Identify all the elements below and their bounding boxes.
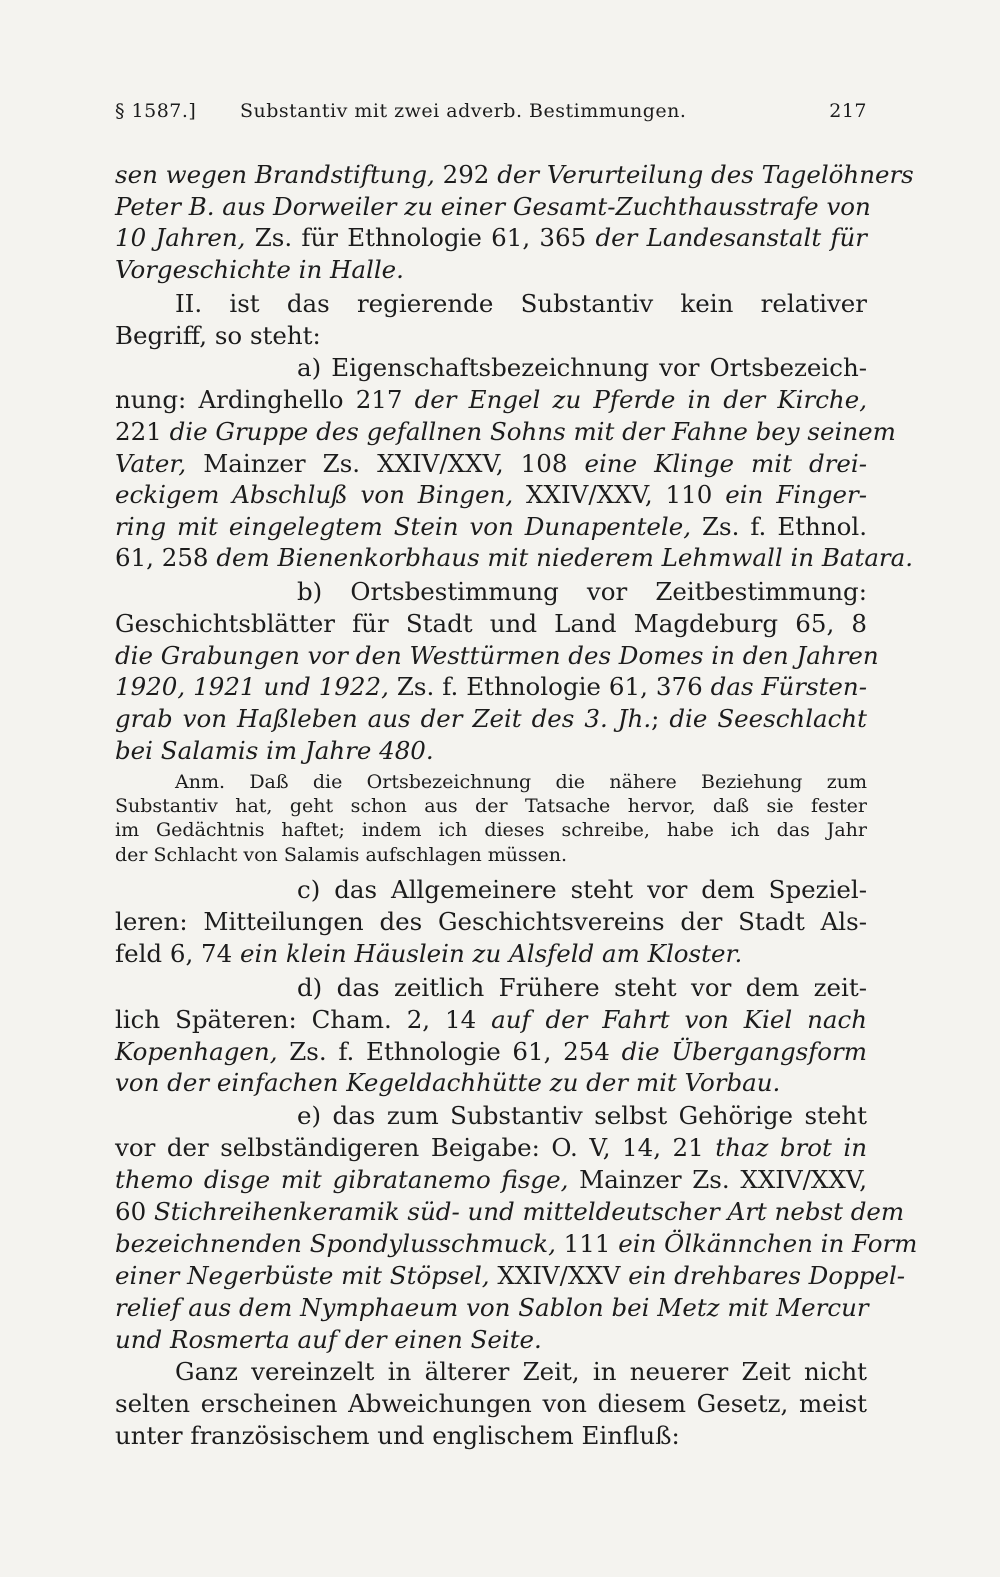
- text-span: Begriff, so steht:: [115, 321, 321, 350]
- text-span: im Gedächtnis haftet; indem ich dieses schreibe, habe ich das Jahr: [115, 819, 867, 841]
- text-span: selten erscheinen Abweichungen von diesem Gesetz, meist: [115, 1389, 867, 1418]
- text-span: Anm. Daß die Ortsbezeichnung die nähere Beziehung zum: [175, 771, 867, 793]
- text-line: [115, 1165, 867, 1195]
- text-span: a) Eigenschaftsbezeichnung vor Ortsbezeich-: [297, 353, 867, 382]
- italic-text: thaz brot in: [715, 1133, 867, 1162]
- italic-text: der Verurteilung des Tagelöhners: [497, 160, 914, 189]
- italic-text: die Seeschlacht: [669, 704, 868, 733]
- text-span: Substantiv hat, geht schon aus der Tatsache hervor, daß sie fester: [115, 795, 867, 817]
- italic-text: 1920, 1921 und 1922,: [115, 672, 389, 701]
- text-span: e) das zum Substantiv selbst Gehörige steht: [297, 1101, 867, 1130]
- text-span: 60: [115, 1197, 154, 1226]
- italic-text: und Rosmerta auf der einen Seite.: [115, 1325, 542, 1354]
- text-line: [115, 609, 867, 639]
- italic-text: bezeichnenden Spondylusschmuck,: [115, 1229, 556, 1258]
- text-span: feld 6, 74: [115, 939, 241, 968]
- italic-text: der Engel zu Pferde in der Kirche,: [414, 385, 867, 414]
- text-line: [115, 223, 867, 253]
- text-span: nung: Ardinghello 217: [115, 385, 415, 414]
- text-span: XXIV/XXV: [489, 1261, 629, 1290]
- text-line: [115, 417, 896, 447]
- italic-text: eckigem Abschluß von Bingen,: [115, 480, 514, 509]
- text-span: 221: [115, 417, 170, 446]
- text-span: leren: Mitteilungen des Geschichtsvereins der Stadt Als-: [115, 907, 867, 936]
- section-mark: § 1587.]: [115, 100, 197, 122]
- text-span: Zs. f. Ethnol.: [691, 512, 867, 541]
- text-line: [297, 353, 867, 383]
- italic-text: Peter B. aus Dorweiler zu einer Gesamt-Zuchthausstrafe von: [115, 192, 871, 221]
- text-line: [115, 1005, 867, 1035]
- italic-text: themo disge mit gibratanemo fisge,: [115, 1165, 569, 1194]
- text-line: [115, 543, 914, 573]
- italic-text: ein Ölkännchen in Form: [618, 1229, 918, 1258]
- text-line: [115, 1229, 918, 1259]
- text-line: [115, 1293, 867, 1323]
- text-span: unter französischem und englischem Einfluß:: [115, 1421, 680, 1450]
- text-line: [175, 289, 867, 319]
- italic-text: die Gruppe des gefallnen Sohns mit der Fahne bey seinem: [169, 417, 896, 446]
- text-span: vor der selbständigeren Beigabe: O. V, 14, 21: [115, 1133, 716, 1162]
- text-span: b) Ortsbestimmung vor Zeitbestimmung:: [297, 577, 867, 606]
- text-line: [115, 449, 867, 479]
- text-line: [115, 385, 867, 415]
- text-span: XXIV/XXV, 110: [513, 480, 726, 509]
- text-line: [115, 1421, 867, 1451]
- italic-text: relief aus dem Nymphaeum von Sablon bei Metz mit Mercur: [115, 1293, 869, 1322]
- text-span: II. ist das regierende Substantiv kein relativer: [175, 289, 867, 318]
- note-line: [115, 794, 867, 818]
- running-header: [115, 100, 867, 130]
- italic-text: ein drehbares Doppel-: [628, 1261, 906, 1290]
- italic-text: grab von Haßleben aus der Zeit des 3. Jh.: [115, 704, 652, 733]
- italic-text: auf der Fahrt von Kiel nach: [491, 1005, 867, 1034]
- page-number: 217: [829, 100, 867, 122]
- text-line: [115, 641, 879, 671]
- text-line: [115, 672, 867, 702]
- italic-text: Vater,: [115, 449, 187, 478]
- text-line: [175, 1357, 867, 1387]
- text-line: [115, 736, 867, 766]
- italic-text: ein klein Häuslein zu Alsfeld am Kloster.: [240, 939, 743, 968]
- text-span: der Schlacht von Salamis aufschlagen müssen.: [115, 844, 568, 866]
- text-span: 61, 258: [115, 543, 217, 572]
- text-line: [115, 1389, 867, 1419]
- italic-text: 10 Jahren,: [115, 223, 246, 252]
- italic-text: sen wegen Brandstiftung,: [115, 160, 435, 189]
- text-line: [115, 321, 867, 351]
- text-span: Ganz vereinzelt in älterer Zeit, in neuerer Zeit nicht: [175, 1357, 867, 1386]
- italic-text: der Landesanstalt für: [595, 223, 868, 252]
- text-line: [115, 480, 867, 510]
- text-line: [115, 255, 867, 285]
- text-line: [115, 512, 867, 542]
- italic-text: dem Bienenkorbhaus mit niederem Lehmwall in Batara.: [216, 543, 914, 572]
- text-line: [115, 1068, 867, 1098]
- italic-text: bei Salamis im Jahre 480.: [115, 736, 434, 765]
- text-span: ;: [651, 704, 670, 733]
- text-span: Zs. f. Ethnologie 61, 254: [277, 1037, 622, 1066]
- text-span: Zs. für Ethnologie 61, 365: [245, 223, 596, 252]
- running-title: Substantiv mit zwei adverb. Bestimmungen.: [240, 100, 687, 122]
- italic-text: Kopenhagen,: [115, 1037, 278, 1066]
- italic-text: einer Negerbüste mit Stöpsel,: [115, 1261, 490, 1290]
- text-line: [297, 1101, 867, 1131]
- text-span: Mainzer Zs. XXIV/XXV, 108: [186, 449, 585, 478]
- italic-text: das Fürsten-: [710, 672, 867, 701]
- italic-text: eine Klinge mit drei-: [584, 449, 867, 478]
- text-span: Zs. f. Ethnologie 61, 376: [388, 672, 711, 701]
- note-line: [115, 843, 867, 867]
- text-line: [115, 704, 867, 734]
- italic-text: ring mit eingelegtem Stein von Dunapentele,: [115, 512, 692, 541]
- text-line: [115, 1325, 867, 1355]
- text-line: [115, 160, 914, 190]
- italic-text: ein Finger-: [725, 480, 867, 509]
- text-span: 111: [555, 1229, 619, 1258]
- text-line: [115, 907, 867, 937]
- text-span: lich Späteren: Cham. 2, 14: [115, 1005, 492, 1034]
- italic-text: die Übergangsform: [621, 1037, 868, 1066]
- text-span: c) das Allgemeinere steht vor dem Speziel-: [297, 875, 867, 904]
- text-line: [115, 1197, 905, 1227]
- text-line: [115, 1261, 906, 1291]
- italic-text: die Grabungen vor den Westtürmen des Domes in den Jahren: [115, 641, 879, 670]
- italic-text: von der einfachen Kegeldachhütte zu der mit Vorbau.: [115, 1068, 781, 1097]
- note-line: [175, 770, 867, 794]
- note-line: [115, 818, 867, 842]
- text-span: 292: [434, 160, 498, 189]
- italic-text: Vorgeschichte in Halle.: [115, 255, 404, 284]
- text-line: [115, 1037, 867, 1067]
- text-span: Mainzer Zs. XXIV/XXV,: [568, 1165, 867, 1194]
- text-line: [115, 1133, 867, 1163]
- text-line: [297, 973, 867, 1003]
- text-span: d) das zeitlich Frühere steht vor dem zeit-: [297, 973, 867, 1002]
- italic-text: Stichreihenkeramik süd- und mitteldeutscher Art nebst dem: [153, 1197, 905, 1226]
- text-line: [115, 939, 867, 969]
- text-line: [297, 577, 867, 607]
- text-line: [115, 192, 871, 222]
- text-span: Geschichtsblätter für Stadt und Land Magdeburg 65, 8: [115, 609, 867, 638]
- text-line: [297, 875, 867, 905]
